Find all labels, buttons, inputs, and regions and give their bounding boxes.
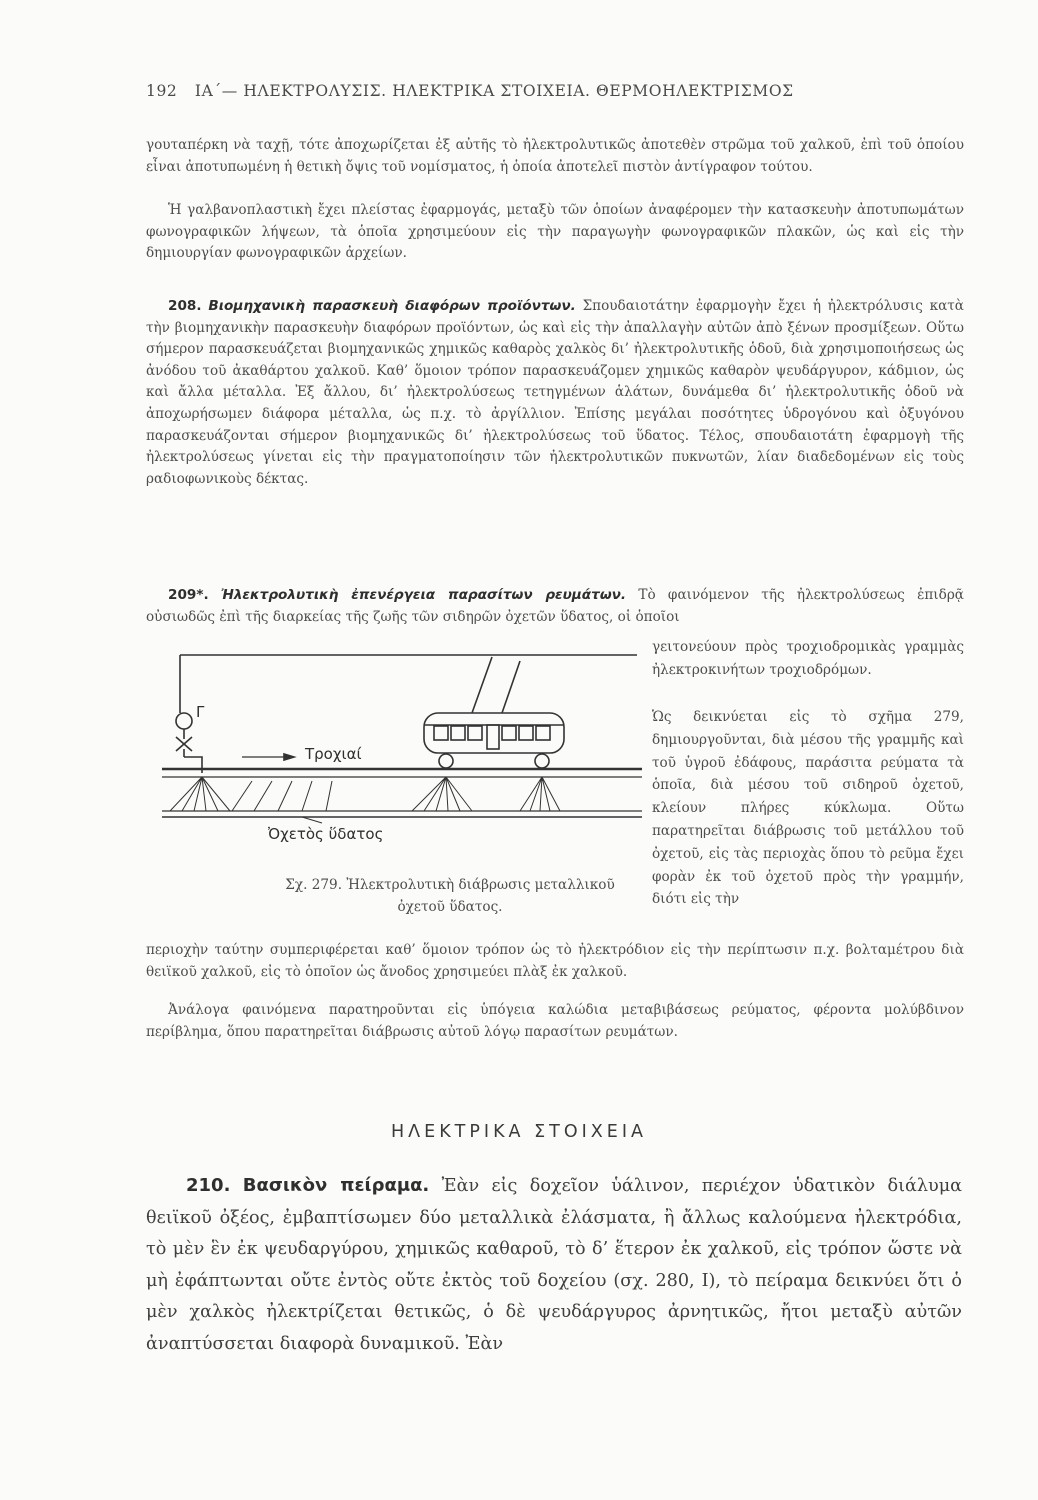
section-210-text: Ἐὰν εἰς δοχεῖον ὑάλινον, περιέχον ὑδατικὸν διάλυμα θειϊκοῦ ὀξέος, ἐμβαπτίσωμεν δύο μεταλλικὰ ἐλάσματα, ἢ ἄλλως καλούμενα ἠλεκτρόδια, τὸ μὲν ἓν ἐκ ψευδαργύρου, χημικῶς καθαροῦ, τὸ δ’ ἕτερον ἐκ χαλκοῦ, εἰς τρόπον ὥστε νὰ μὴ ἐφάπτωνται οὔτε ἐντὸς οὔτε ἐκτὸς τοῦ δοχείου (σχ. 280, Ι), τὸ πείραμα δεικνύει ὅτι ὁ μὲν χαλκὸς ἠλεκτρίζεται θετικῶς, ὁ δὲ ψευδάργυρος ἀρνητικῶς, ἤτοι μεταξὺ αὐτῶν ἀναπτύσσεται διαφορὰ δυναμικοῦ. Ἐὰν bbox=[146, 1176, 963, 1354]
stray-currents bbox=[170, 777, 560, 811]
section-208 bbox=[146, 296, 964, 490]
figure-279-drawing bbox=[162, 645, 642, 845]
section-209-text-top: Τὸ φαινόμενον τῆς ἠλεκτρολύσεως ἐπιδρᾷ οὐσιωδῶς ἐπὶ τῆς διαρκείας τῆς ζωῆς τῶν σιδηρῶν ὀχετῶν ὕδατος, οἱ ὁποῖοι bbox=[146, 587, 964, 625]
section-heading: ΗΛΕΚΤΡΙΚΑ ΣΤΟΙΧΕΙΑ bbox=[391, 1122, 647, 1142]
figure-279 bbox=[162, 645, 642, 845]
figure-label-generator: Γ bbox=[196, 703, 205, 721]
section-208-text: Σπουδαιοτάτην ἐφαρμογὴν ἔχει ἡ ἠλεκτρόλυσις κατὰ τὴν βιομηχανικὴν παρασκευὴν διαφόρων προϊόντων, ὡς καὶ εἰς τὴν ἀπαλλαγὴν αὐτῶν ἀπὸ ξένων προσμίξεων. Οὕτω σήμερον παρασκευάζεται βιομηχανικῶς χημικῶς καθαρὸς χαλκὸς δι’ ἠλεκτρολυτικῆς ὁδοῦ, διὰ χρησιμοποιήσεως ὡς ἀνόδου τοῦ ἀκαθάρτου χαλκοῦ. Καθ’ ὅμοιον τρόπον παρασκευάζομεν χημικῶς καθαρὸν ψευδάργυρον, κάδμιον, ὡς καὶ ἄλλα μέταλλα. Ἐξ ἄλλου, δι’ ἠλεκτρολύσεως τετηγμένων ἁλάτων, δυνάμεθα δι’ ἠλεκτρολυτικῆς ὁδοῦ νὰ ἀποχωρήσωμεν διάφορα μέταλλα, ὡς π.χ. τὸ ἀργίλλιον. Ἐπίσης μεγάλαι ποσότητες ὑδρογόνου καὶ ὀξυγόνου παρασκευάζονται σήμερον βιομηχανικῶς δι’ ἠλεκτρολύσεως τοῦ ὕδατος. Τέλος, σπουδαιοτάτη ἐφαρμογὴ τῆς ἠλεκτρολύσεως γίνεται εἰς τὴν πραγματοποίησιν τῶν ἠλεκτρολυτικῶν πυκνωτῶν, λίαν διαδεδομένων εἰς τοὺς ραδιοφωνικοὺς δέκτας. bbox=[146, 298, 964, 487]
figure-279-caption bbox=[255, 874, 645, 918]
paragraph-continuation: γουταπέρκη νὰ ταχῇ, τότε ἀποχωρίζεται ἐξ αὐτῆς τὸ ἠλεκτρολυτικῶς ἀποτεθὲν στρῶμα τοῦ χαλκοῦ, ἐπὶ τοῦ ὁποίου εἶναι ἀποτυπωμένη ἡ θετικὴ ὄψις τοῦ νομίσματος, ἡ ὁποία ἀποτελεῖ πιστὸν ἀντίγραφον τούτου. bbox=[146, 137, 964, 175]
running-title: ΙΑ΄— ΗΛΕΚΤΡΟΛΥΣΙΣ. ΗΛΕΚΤΡΙΚΑ ΣΤΟΙΧΕΙΑ. ΘΕΡΜΟΗΛΕΚΤΡΙΣΜΟΣ bbox=[194, 82, 794, 100]
paragraph-galvanoplasty bbox=[146, 200, 964, 265]
section-209-title: Ἠλεκτρολυτικὴ ἐπενέργεια παρασίτων ρευμάτων. bbox=[220, 587, 627, 603]
section-209-number: 209*. bbox=[168, 587, 209, 603]
section-209-side-2 bbox=[652, 706, 964, 911]
tram-windows bbox=[434, 725, 550, 749]
section-209-text-bottom: περιοχὴν ταύτην συμπεριφέρεται καθ’ ὅμοιον τρόπον ὡς τὸ ἠλεκτρόδιον εἰς τὴν περίπτωσιν π.χ. βολταμέτρου διὰ θειϊκοῦ χαλκοῦ, εἰς τὸ ὁποῖον ὡς ἄνοδος χρησιμεύει πλὰξ ἐκ χαλκοῦ. bbox=[146, 942, 964, 980]
section-210 bbox=[146, 1170, 962, 1360]
section-209-side-2-text: Ὡς δεικνύεται εἰς τὸ σχῆμα 279, δημιουργοῦνται, διὰ μέσου τῆς γραμμῆς καὶ τοῦ ὑγροῦ ἐδάφους, παράσιτα ρεύματα τὰ ὁποῖα, διὰ μέσου τοῦ σιδηροῦ ὀχετοῦ, κλείουν πλήρες κύκλωμα. Οὕτω παρατηρεῖται διάβρωσις τοῦ μετάλλου τοῦ ὀχετοῦ, εἰς τὰς περιοχὰς ὅπου τὸ ρεῦμα ἔχει φορὰν ἐκ τοῦ ὀχετοῦ πρὸς τὴν γραμμήν, διότι εἰς τὴν bbox=[652, 709, 964, 908]
section-208-number: 208. bbox=[168, 298, 202, 314]
running-header bbox=[146, 82, 976, 100]
figure-label-rails: Τροχιαί bbox=[305, 745, 362, 763]
section-210-number: 210. bbox=[186, 1175, 231, 1196]
paragraph-analoga-text: Ἀνάλογα φαινόμενα παρατηροῦνται εἰς ὑπόγεια καλώδια μεταβιβάσεως ρεύματος, φέροντα μολύβδινον περίβλημα, ὅπου παρατηρεῖται διάβρωσις αὐτοῦ λόγῳ παρασίτων ρευμάτων. bbox=[146, 1002, 964, 1040]
section-209 bbox=[146, 585, 964, 628]
caption-line-1: Σχ. 279. Ἠλεκτρολυτικὴ διάβρωσις μεταλλικοῦ bbox=[285, 877, 615, 893]
trolley-pole bbox=[472, 657, 520, 713]
paragraph-galvanoplasty-text: Ἡ γαλβανοπλαστικὴ ἔχει πλείστας ἐφαρμογάς, μεταξὺ τῶν ὁποίων ἀναφέρομεν τὴν κατασκευὴν ἀποτυπωμάτων φωνογραφικῶν λήψεων, τὰ ὁποῖα χρησιμεύουν εἰς τὴν παραγωγὴν φωνογραφικῶν πλακῶν, ὡς καὶ εἰς τὴν δημιουργίαν φωνογραφικῶν ἀρχείων. bbox=[146, 202, 964, 262]
figure-label-pipe: Ὀχετὸς ὕδατος bbox=[268, 825, 384, 843]
section-208-title: Βιομηχανικὴ παρασκευὴ διαφόρων προϊόντων. bbox=[208, 298, 576, 314]
paragraph-analoga bbox=[146, 1000, 964, 1043]
section-210-title: Βασικὸν πείραμα. bbox=[242, 1175, 430, 1196]
page-number: 192 bbox=[146, 82, 178, 100]
generator-icon bbox=[176, 713, 192, 729]
tram-body bbox=[424, 713, 564, 753]
caption-line-2: ὀχετοῦ ὕδατος. bbox=[397, 899, 503, 915]
section-209-side-1: γειτονεύουν πρὸς τροχιοδρομικὰς γραμμὰς ἠλεκτροκινήτων τροχιοδρόμων. bbox=[652, 639, 964, 678]
